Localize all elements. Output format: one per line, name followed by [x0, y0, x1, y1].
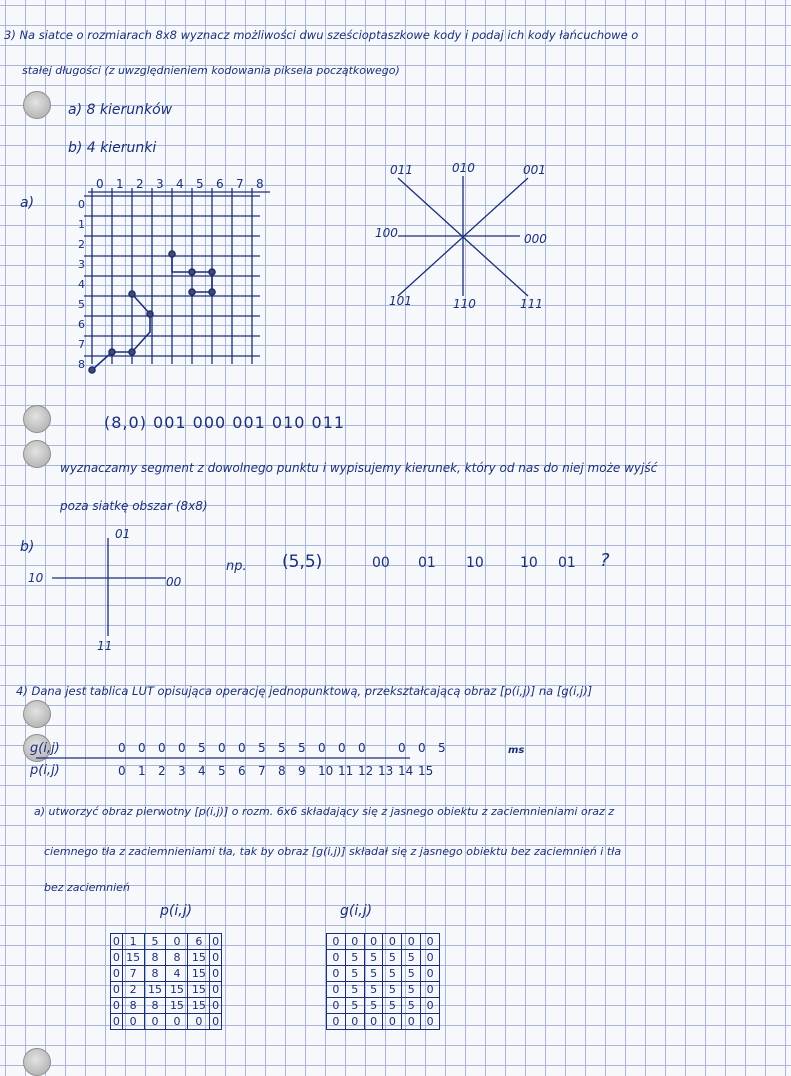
- g-table-cell: 0: [421, 950, 440, 966]
- table-row: [327, 966, 440, 982]
- table-row: [111, 966, 222, 982]
- np-code-4: 10: [520, 555, 538, 571]
- g-table-cell: 0: [327, 1014, 346, 1030]
- scribble-mark: ms: [508, 745, 525, 756]
- np-code-5: 01: [558, 555, 576, 571]
- grid-col-label: 8: [256, 177, 264, 191]
- table-row: [327, 1014, 440, 1030]
- grid-row-label: 4: [78, 278, 85, 291]
- table-row: [111, 1014, 222, 1030]
- g-table-cell: 5: [402, 966, 421, 982]
- p-table-cell: 5: [144, 934, 166, 950]
- chain-path: [92, 294, 150, 370]
- g-table-cell: 5: [364, 982, 383, 998]
- lut-g-value: 5: [198, 741, 206, 755]
- grid-col-label: 1: [116, 177, 124, 191]
- g-table-cell: 0: [327, 950, 346, 966]
- p-table-cell: 15: [166, 998, 188, 1014]
- p-table-cell: 0: [210, 998, 222, 1014]
- p-table-cell: 8: [144, 966, 166, 982]
- table-row: [111, 998, 222, 1014]
- p-image-table: [110, 933, 222, 1030]
- p-table-cell: 0: [210, 950, 222, 966]
- table-row: [111, 950, 222, 966]
- grid-row-label: 2: [78, 238, 85, 251]
- p-table-cell: 8: [144, 950, 166, 966]
- p-table-cell: 0: [111, 966, 123, 982]
- p-table-cell: 1: [122, 934, 144, 950]
- lut-g-value: 5: [438, 741, 446, 755]
- table-row: [327, 998, 440, 1014]
- grid-col-label: 7: [236, 177, 244, 191]
- lut-p-value: 6: [238, 764, 246, 778]
- lut-g-value: 0: [218, 741, 226, 755]
- dir4-right: 00: [166, 575, 182, 589]
- g-table-cell: 5: [402, 950, 421, 966]
- dir-code-left: 100: [375, 226, 398, 240]
- p-table-cell: 0: [111, 1014, 123, 1030]
- p-table-cell: 8: [166, 950, 188, 966]
- dir-code-top: 010: [452, 161, 475, 175]
- chain-point: [209, 289, 215, 295]
- p-table-cell: 0: [210, 982, 222, 998]
- g-table-cell: 0: [327, 998, 346, 1014]
- lut-g-value: 0: [138, 741, 146, 755]
- grid-col-label: 6: [216, 177, 224, 191]
- chain-point: [129, 349, 135, 355]
- table-row: [327, 934, 440, 950]
- p-table-cell: 0: [210, 1014, 222, 1030]
- p-table-cell: 0: [111, 998, 123, 1014]
- p-table-cell: 0: [166, 1014, 188, 1030]
- chain-point: [169, 251, 175, 257]
- g-table-cell: 0: [327, 982, 346, 998]
- dir4-left: 10: [28, 571, 44, 585]
- grid-row-label: 5: [78, 298, 85, 311]
- chain-point: [189, 289, 195, 295]
- g-table-cell: 5: [345, 982, 364, 998]
- g-table-cell: 0: [364, 934, 383, 950]
- g-table-cell: 0: [364, 1014, 383, 1030]
- direction-cross-4: [52, 538, 166, 636]
- dir-code-bottom: 110: [453, 297, 476, 311]
- table-row: [111, 982, 222, 998]
- lut-g-value: 0: [358, 741, 366, 755]
- table-row: [111, 934, 222, 950]
- item-a: a) 8 kierunków: [68, 102, 173, 118]
- g-table-cell: 5: [383, 998, 402, 1014]
- g-table-cell: 5: [345, 950, 364, 966]
- g-table-cell: 5: [383, 966, 402, 982]
- lut-g-value: 5: [258, 741, 266, 755]
- g-table-cell: 5: [364, 966, 383, 982]
- g-table-cell: 0: [421, 982, 440, 998]
- p-table-cell: 0: [122, 1014, 144, 1030]
- g-table-cell: 0: [327, 966, 346, 982]
- part-a-line2: ciemnego tła z zaciemnieniami tła, tak by obraz [g(i,j)] składał się z jasnego obiektu bez zaciemnień i tła: [44, 845, 622, 858]
- p-table-cell: 15: [188, 966, 210, 982]
- lut-p-value: 11: [338, 764, 354, 778]
- lut-p-value: 8: [278, 764, 286, 778]
- dir-code-bottom-left: 101: [389, 294, 412, 308]
- lut-g-value: 0: [318, 741, 326, 755]
- problem4-line1: 4) Dana jest tablica LUT opisująca operację jednopunktową, przekształcającą obraz [p(i,j)] na [g(i,j)]: [16, 684, 593, 698]
- problem3-line1: 3) Na siatce o rozmiarach 8x8 wyznacz możliwości dwu sześcioptaszkowe kody i podaj ich kody łańcuchowe o: [4, 28, 639, 42]
- p-table-cell: 15: [188, 998, 210, 1014]
- p-table-cell: 15: [166, 982, 188, 998]
- p-table-cell: 0: [144, 1014, 166, 1030]
- grid-label-a: a): [20, 195, 35, 211]
- g-table-cell: 0: [421, 1014, 440, 1030]
- p-table-cell: 0: [111, 950, 123, 966]
- lut-p-value: 15: [418, 764, 434, 778]
- p-table-cell: 4: [166, 966, 188, 982]
- np-point: (5,5): [282, 552, 323, 572]
- g-table-cell: 5: [364, 998, 383, 1014]
- g-table-cell: 5: [402, 982, 421, 998]
- p-table-cell: 8: [122, 998, 144, 1014]
- lut-p-value: 7: [258, 764, 266, 778]
- g-table-cell: 0: [345, 934, 364, 950]
- table-row: [327, 982, 440, 998]
- grid-row-label: 0: [78, 198, 85, 211]
- p-table-cell: 0: [111, 982, 123, 998]
- grid-row-label: 8: [78, 358, 85, 371]
- g-table-cell: 0: [421, 998, 440, 1014]
- g-table-cell: 0: [421, 966, 440, 982]
- g-table-cell: 5: [402, 998, 421, 1014]
- lut-g-value: 0: [178, 741, 186, 755]
- table-row: [327, 950, 440, 966]
- part-a-line3: bez zaciemnień: [44, 881, 130, 894]
- lut-g-value: 0: [418, 741, 426, 755]
- chain-point: [147, 311, 153, 317]
- lut-g-value: 5: [298, 741, 306, 755]
- direction-cross-8: [398, 176, 528, 296]
- lut-p-value: 4: [198, 764, 206, 778]
- lut-p-value: 10: [318, 764, 334, 778]
- lut-p-label: p(i,j): [30, 763, 60, 778]
- np-code-2: 01: [418, 555, 436, 571]
- lut-g-label: g(i,j): [30, 741, 60, 756]
- grid-col-label: 5: [196, 177, 204, 191]
- dir-code-bottom-right: 111: [520, 297, 543, 311]
- p-table-cell: 0: [111, 934, 123, 950]
- dir-code-top-left: 011: [390, 163, 413, 177]
- grid-row-label: 7: [78, 338, 85, 351]
- chain-point: [89, 367, 95, 373]
- lut-g-value: 0: [158, 741, 166, 755]
- chain-point: [109, 349, 115, 355]
- lut-g-value: 0: [338, 741, 346, 755]
- label-b: b): [20, 539, 35, 555]
- problem3-line2: stałej długości (z uwzględnieniem kodowania piksela początkowego): [22, 64, 400, 77]
- p-table-cell: 0: [210, 934, 222, 950]
- lut-p-value: 14: [398, 764, 414, 778]
- p-table-cell: 15: [188, 950, 210, 966]
- lut-g-value: 0: [118, 741, 126, 755]
- lut-g-value: 0: [238, 741, 246, 755]
- grid-col-label: 4: [176, 177, 184, 191]
- lut-p-value: 0: [118, 764, 126, 778]
- note-line1: wyznaczamy segment z dowolnego punktu i wypisujemy kierunek, który od nas do niej może wyjść: [60, 461, 658, 475]
- p-table-cell: 0: [188, 1014, 210, 1030]
- grid-col-label: 2: [136, 177, 144, 191]
- g-table-cell: 0: [402, 1014, 421, 1030]
- chain-code: (8,0) 001 000 001 010 011: [104, 413, 346, 432]
- np-code-3: 10: [466, 555, 484, 571]
- g-table-cell: 0: [345, 1014, 364, 1030]
- np-code-1: 00: [372, 555, 390, 571]
- part-a-line1: a) utworzyć obraz pierwotny [p(i,j)] o rozm. 6x6 składający się z jasnego obiektu z zaciemnieniami oraz z: [34, 805, 615, 818]
- dir4-top: 01: [115, 527, 131, 541]
- grid-row-label: 1: [78, 218, 85, 231]
- grid-row-label: 3: [78, 258, 85, 271]
- grid-col-label: 3: [156, 177, 164, 191]
- g-table-cell: 5: [345, 966, 364, 982]
- g-table-cell: 0: [402, 934, 421, 950]
- dir-code-right: 000: [524, 232, 547, 246]
- item-b: b) 4 kierunki: [68, 140, 157, 156]
- g-table-cell: 5: [383, 982, 402, 998]
- p-table-cell: 0: [166, 934, 188, 950]
- p-table-cell: 7: [122, 966, 144, 982]
- g-table-cell: 5: [345, 998, 364, 1014]
- lut-p-value: 3: [178, 764, 186, 778]
- g-table-cell: 0: [327, 934, 346, 950]
- chain-point: [189, 269, 195, 275]
- g-table-cell: 0: [421, 934, 440, 950]
- p-table-cell: 8: [144, 998, 166, 1014]
- lut-g-value: 5: [278, 741, 286, 755]
- p-table-cell: 15: [122, 950, 144, 966]
- g-table-cell: 0: [383, 1014, 402, 1030]
- note-line2: poza siatkę obszar (8x8): [60, 499, 208, 513]
- lut-g-value: 0: [398, 741, 406, 755]
- p-table-title: p(i,j): [160, 903, 193, 919]
- lut-p-value: 5: [218, 764, 226, 778]
- p-table-cell: 2: [122, 982, 144, 998]
- lut-p-value: 1: [138, 764, 146, 778]
- p-table-cell: 15: [188, 982, 210, 998]
- chain-point: [129, 291, 135, 297]
- g-table-cell: 0: [383, 934, 402, 950]
- g-image-table: [326, 933, 440, 1030]
- dir-code-top-right: 001: [523, 163, 546, 177]
- lut-p-value: 9: [298, 764, 306, 778]
- p-table-cell: 0: [210, 966, 222, 982]
- grid-col-label: 0: [96, 177, 104, 191]
- grid-row-label: 6: [78, 318, 85, 331]
- p-table-cell: 15: [144, 982, 166, 998]
- lut-p-value: 13: [378, 764, 394, 778]
- g-table-cell: 5: [364, 950, 383, 966]
- np-question: ?: [600, 550, 610, 571]
- lut-p-value: 2: [158, 764, 166, 778]
- lut-p-value: 12: [358, 764, 374, 778]
- dir4-bottom: 11: [97, 639, 113, 653]
- g-table-title: g(i,j): [340, 903, 373, 919]
- np-label: np.: [226, 559, 247, 574]
- g-table-cell: 5: [383, 950, 402, 966]
- chain-point: [209, 269, 215, 275]
- p-table-cell: 6: [188, 934, 210, 950]
